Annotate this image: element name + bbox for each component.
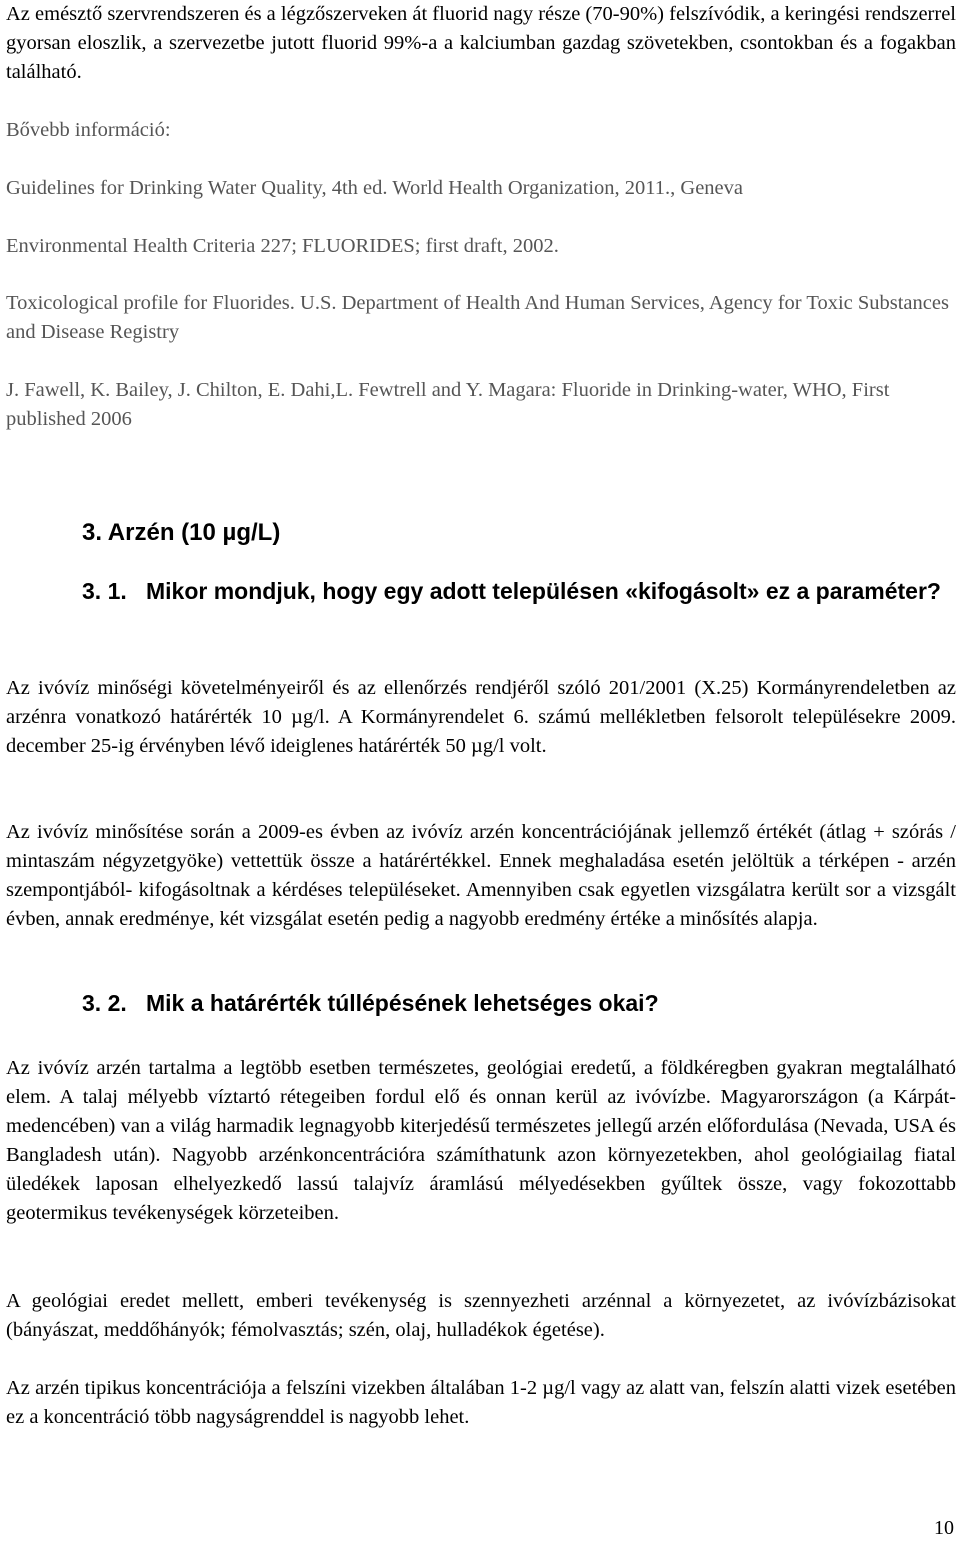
subsection-number: 3. 2. bbox=[82, 990, 127, 1016]
intro-paragraph: Az emésztő szervrendszeren és a légzőszerveken át fluorid nagy része (70-90%) felszívódik, a keringési rendszerrel gyorsan eloszlik, a szervezetbe jutott fluorid 99%-a a kalciumban gazdag szövetekben, csontokban és a fogakban található. bbox=[6, 3, 956, 83]
subsection-heading-3-1 bbox=[82, 576, 958, 606]
reference-toxicological-profile: Toxicological profile for Fluorides. U.S. Department of Health And Human Services, Agency for Toxic Substances and Disease Registry bbox=[6, 292, 949, 343]
reference-who-guidelines: Guidelines for Drinking Water Quality, 4th ed. World Health Organization, 2011., Geneva bbox=[6, 177, 743, 199]
more-info-link[interactable]: Bővebb információ: bbox=[6, 119, 171, 141]
paragraph-natural-origin: Az ivóvíz arzén tartalma a legtöbb esetben természetes, geológiai eredetű, a földkéregben gyakran megtalálható elem. A talaj mélyebb víztartó rétegeiben fordul elő és onnan kerül az ivóvízbe. Magyarországon (a Kárpát-medencében) van a világ harmadik legnagyobb kiterjedésű természetes jellegű arzén előfordulása (Nevada, USA és Bangladesh után). Nagyobb arzénkoncentrációra számíthatunk azon környezetekben, ahol geológiailag fiatal üledékek laposan elhelyezkedő lassú talajvíz áramlású mélyedésekben gyűltek össze, vagy fokozottabb geotermikus tevékenységek körzeteiben. bbox=[6, 1057, 956, 1224]
paragraph-human-activity: A geológiai eredet mellett, emberi tevékenység is szennyezheti arzénnal a környezetet, az ivóvízbázisokat (bányászat, meddőhányók; fémolvasztás; szén, olaj, hulladékok égetése). bbox=[6, 1290, 956, 1341]
paragraph-limit-value: Az ivóvíz minőségi követelményeiről és az ellenőrzés rendjéről szóló 201/2001 (X.25) Kormányrendeletben az arzénra vonatkozó határérték 10 µg/l. A Kormányrendelet 6. számú mellékletben felsorolt településekre 2009. december 25-ig érvényben lévő ideiglenes határérték 50 µg/l volt. bbox=[6, 677, 956, 757]
page-number: 10 bbox=[934, 1517, 954, 1539]
subsection-number: 3. 1. bbox=[82, 578, 127, 604]
subsection-title: Mikor mondjuk, hogy egy adott településen «kifogásolt» ez a paraméter? bbox=[146, 578, 941, 604]
subsection-title: Mik a határérték túllépésének lehetséges okai? bbox=[146, 990, 659, 1016]
section-heading-arsenic: 3. Arzén (10 µg/L) bbox=[82, 519, 281, 546]
paragraph-typical-concentration: Az arzén tipikus koncentrációja a felszíni vizekben általában 1-2 µg/l vagy az alatt van, felszín alatti vizek esetében ez a koncentráció több nagyságrenddel is nagyobb lehet. bbox=[6, 1377, 956, 1428]
reference-fawell-fluoride: J. Fawell, K. Bailey, J. Chilton, E. Dahi,L. Fewtrell and Y. Magara: Fluoride in Drinking-water, WHO, First published 2006 bbox=[6, 379, 890, 430]
reference-ehc-fluorides: Environmental Health Criteria 227; FLUORIDES; first draft, 2002. bbox=[6, 235, 559, 257]
paragraph-qualification: Az ivóvíz minősítése során a 2009-es évben az ivóvíz arzén koncentrációjának jellemző értékét (átlag + szórás / mintaszám négyzetgyöke) vettettük össze a határértékkel. Ennek meghaladása esetén jelöltük a térképen - arzén szempontjából- kifogásoltnak a kérdéses településeket. Amennyiben csak egyetlen vizsgálatra került sor a vizsgált évben, annak eredménye, két vizsgálat esetén pedig a nagyobb eredmény értéke a minősítés alapja. bbox=[6, 821, 956, 930]
subsection-heading-3-2 bbox=[82, 988, 958, 1018]
